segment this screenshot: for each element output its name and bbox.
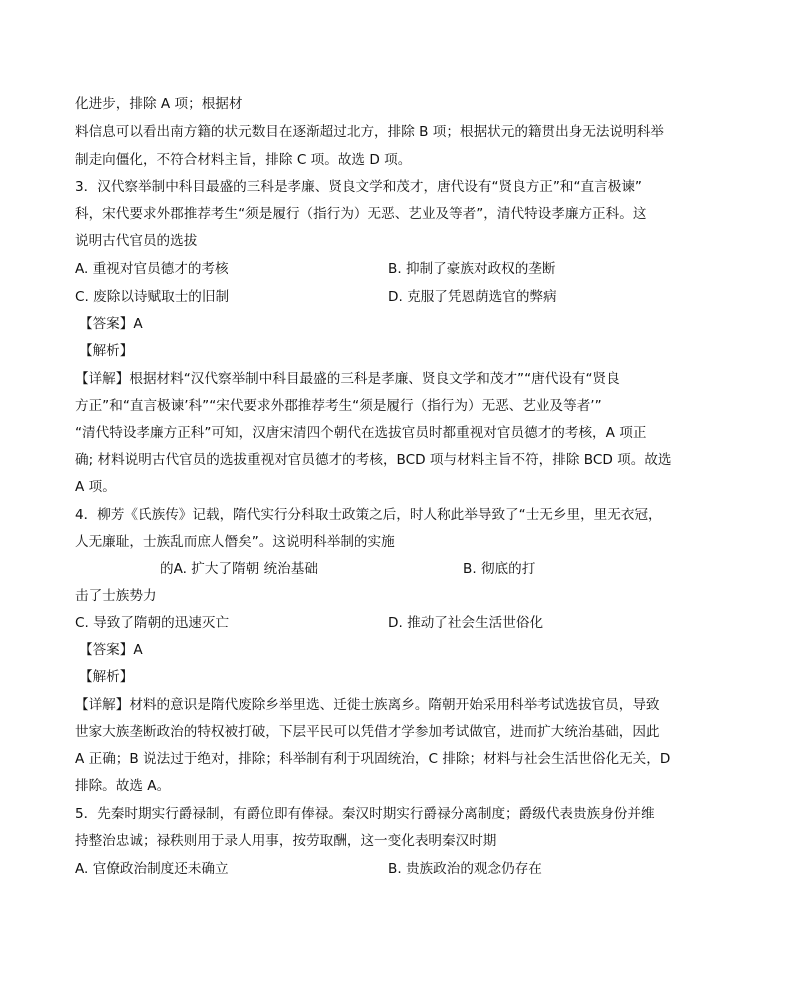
option-d: D. 推动了社会生活世俗化	[388, 615, 544, 631]
option-a: 的A. 扩大了隋朝 统治基础	[160, 561, 318, 577]
text-line: 料信息可以看出南方籍的状元数目在逐渐超过北方，排除 B 项；根据状元的籍贯出身无法说明科举	[75, 124, 664, 140]
analysis-label: 【解析】	[79, 343, 134, 359]
question-stem-line: 5．先秦时期实行爵禄制，有爵位即有俸禄。秦汉时期实行爵禄分离制度；爵级代表贵族身份并维	[75, 806, 655, 822]
option-b: B. 彻底的打	[463, 561, 536, 577]
question-stem-line: 3．汉代察举制中科目最盛的三科是孝廉、贤良文学和茂才，唐代设有“贤良方正”和“直言极谏”	[75, 179, 642, 195]
option-b: B. 贵族政治的观念仍存在	[388, 861, 542, 877]
question-stem-line: 说明古代官员的选拔	[75, 233, 198, 249]
detail-line: A 正确；B 说法过于绝对，排除；科举制有利于巩固统治，C 排除；材料与社会生活世俗化无关，D	[75, 751, 671, 767]
option-a: A. 官僚政治制度还未确立	[75, 861, 229, 877]
detail-line: 【详解】根据材料“汉代察举制中科目最盛的三科是孝廉、贤良文学和茂才”“唐代设有“贤良	[75, 371, 620, 387]
detail-line: 确; 材料说明古代官员的选拔重视对官员德才的考核，BCD 项与材料主旨不符，排除 BCD 项。故选	[75, 452, 672, 468]
text-line: 化进步，排除 A 项；根据材	[75, 96, 243, 112]
detail-line: “清代特设孝廉方正科”可知，汉唐宋清四个朝代在选拔官员时都重视对官员德才的考核，A 项正	[75, 425, 647, 441]
answer-label: 【答案】A	[79, 316, 143, 332]
question-stem-line: 人无廉耻，士族乱而庶人僭矣”。这说明科举制的实施	[75, 534, 395, 550]
question-stem-line: 持整治忠诚；禄秩则用于录人用事，按劳取酬，这一变化表明秦汉时期	[75, 833, 497, 849]
text-line: 制走向僵化，不符合材料主旨，排除 C 项。故选 D 项。	[75, 152, 412, 168]
question-stem-line: 科，宋代要求外郡推荐考生“须是履行（指行为）无恶、艺业及等者”，清代特设孝廉方正科。这	[75, 206, 647, 222]
option-b: B. 抑制了豪族对政权的垄断	[388, 261, 556, 277]
detail-line: 方正”和“直言极谏’科”“宋代要求外郡推荐考生“须是履行（指行为）无恶、艺业及等者’”	[75, 398, 602, 414]
detail-line: 世家大族垄断政治的特权被打破，下层平民可以凭借才学参加考试做官，进而扩大统治基础，因此	[75, 724, 660, 740]
detail-line: 【详解】材料的意识是隋代废除乡举里选、迁徙士族离乡。隋朝开始采用科举考试选拔官员，导致	[75, 697, 660, 713]
option-c: C. 废除以诗赋取士的旧制	[75, 289, 230, 305]
option-b-continued: 击了士族势力	[75, 588, 157, 604]
option-d: D. 克服了凭恩荫选官的弊病	[388, 289, 557, 305]
option-a: A. 重视对官员德才的考核	[75, 261, 229, 277]
analysis-label: 【解析】	[79, 669, 134, 685]
detail-line: A 项。	[75, 479, 116, 495]
option-c: C. 导致了隋朝的迅速灭亡	[75, 615, 230, 631]
detail-line: 排除。故选 A。	[75, 778, 171, 794]
question-stem-line: 4．柳芳《氏族传》记载，隋代实行分科取士政策之后，时人称此举导致了“士无乡里，里无衣冠，	[75, 507, 662, 523]
answer-label: 【答案】A	[79, 642, 143, 658]
